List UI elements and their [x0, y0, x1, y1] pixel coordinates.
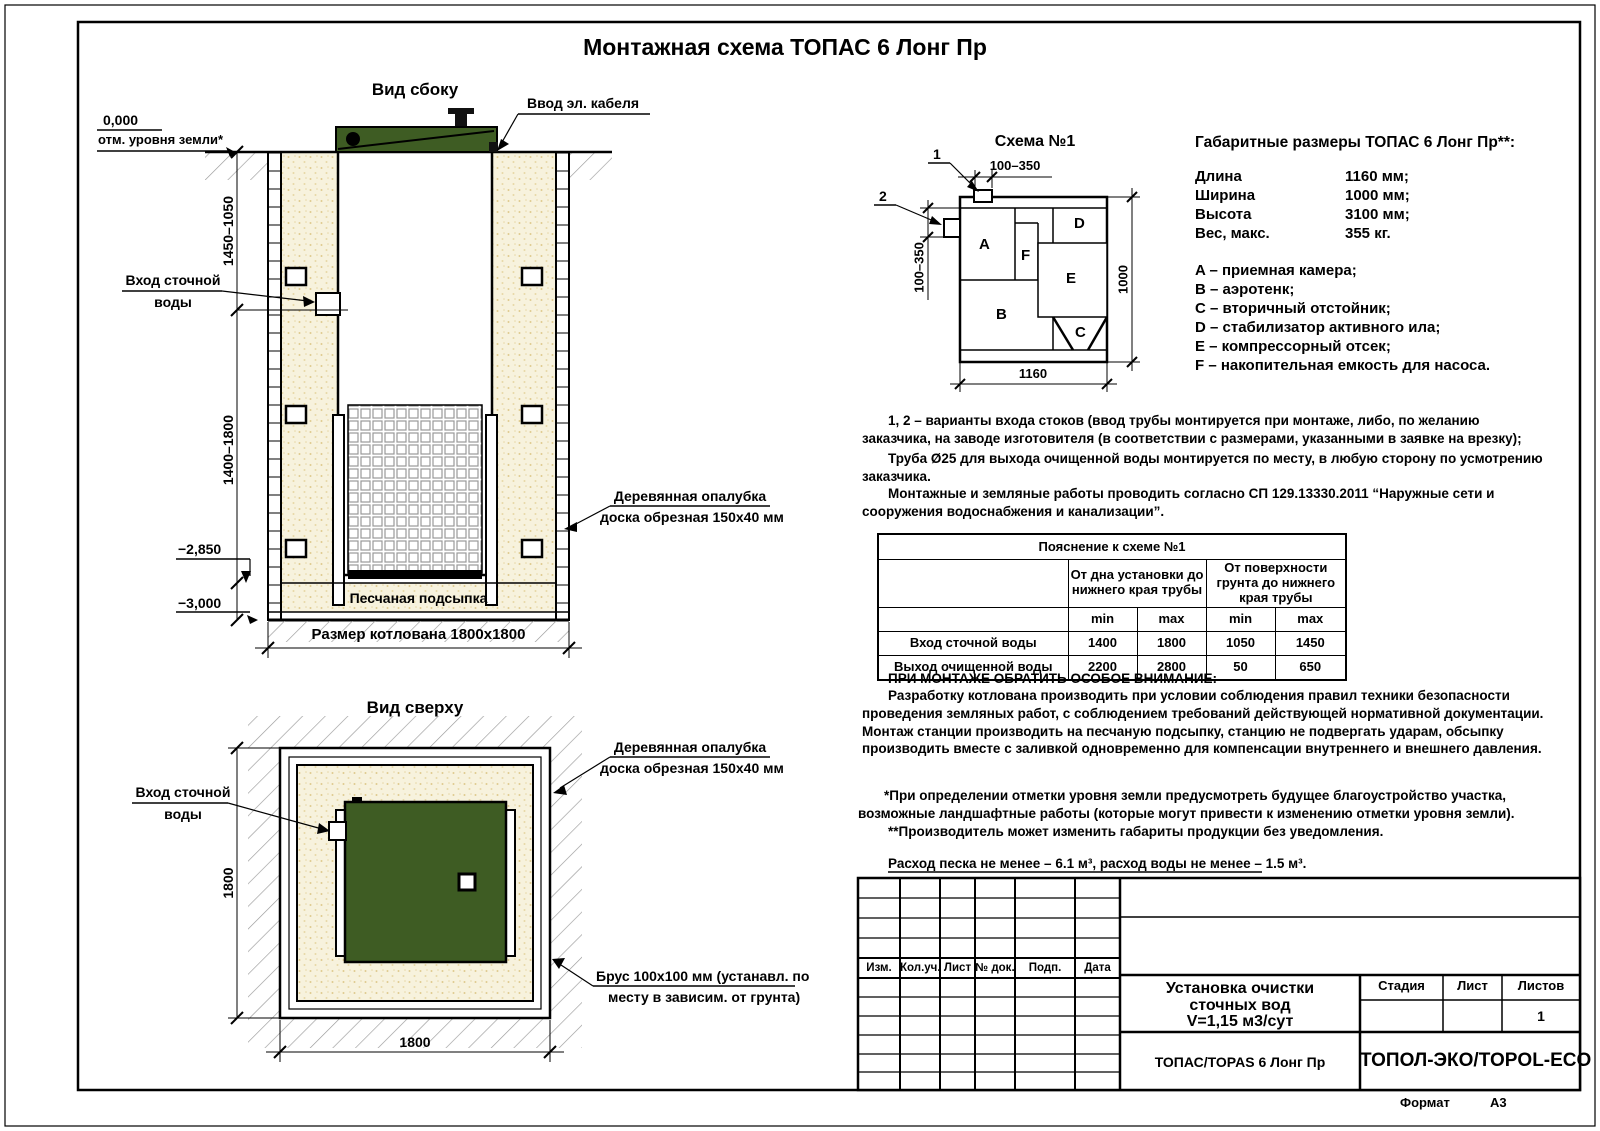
- note-works: Монтажные и земляные работы проводить согласно СП 129.13330.2011 “Наружные сети и сооружения водоснабжения и канализации”.: [862, 486, 1495, 519]
- pipe-row1-label: Вход сточной воды: [878, 631, 1068, 655]
- schema-dim-right: 1000: [1115, 265, 1131, 294]
- dim-depth-lower: 1400–1800: [219, 415, 236, 486]
- stamp-sheets-label: Листов: [1517, 978, 1565, 993]
- pit-size-label: Размер котлована 1800х1800: [311, 626, 526, 643]
- formwork-side-line2: доска обрезная 150х40 мм: [600, 509, 784, 525]
- pipe-table-blank: [878, 607, 1068, 631]
- level-zero-note: отм. уровня земли*: [98, 132, 224, 147]
- legend-item-a: A – приемная камера;: [1195, 262, 1357, 279]
- pipe-row2-c4: 650: [1275, 655, 1346, 680]
- stamp-col-doc: № док.: [975, 962, 1015, 974]
- pipe-table-max2: max: [1275, 607, 1346, 631]
- table-row: [878, 655, 1346, 680]
- pipe-row2-label: Выход очищенной воды: [878, 655, 1068, 680]
- stamp-sheets-value: 1: [1537, 1008, 1545, 1024]
- beam-label-line1: Брус 100х100 мм (устанавл. по: [596, 968, 810, 984]
- pipe-row1-c1: 1400: [1068, 631, 1137, 655]
- side-view-drawing: [205, 108, 612, 642]
- spec-label-length: Длина: [1195, 168, 1242, 185]
- beam-label-line2: месту в зависим. от грунта): [608, 989, 801, 1005]
- legend-item-f: F – накопительная емкость для насоса.: [1195, 357, 1491, 374]
- schema-dim-bottom: 1160: [1018, 366, 1048, 381]
- specs-heading: Габаритные размеры ТОПАС 6 Лонг Пр**:: [1195, 134, 1516, 151]
- note-variants-2: Труба Ø25 для выхода очищенной воды монтируется по месту, в любую сторону по усмотрению заказчика.: [862, 451, 1543, 484]
- spec-value-weight: 355 кг.: [1345, 225, 1391, 242]
- stamp-company: ТОПОЛ-ЭКО/TOPOL-ECO: [1360, 1050, 1592, 1071]
- pipe-table-corner: [878, 560, 1068, 608]
- stamp-model: ТОПАС/TOPAS 6 Лонг Пр: [1154, 1054, 1326, 1070]
- level-minus-2850: −2,850: [178, 541, 222, 557]
- attention-title: ПРИ МОНТАЖЕ ОБРАТИТЬ ОСОБОЕ ВНИМАНИЕ:: [888, 671, 1218, 686]
- cable-entry-label: Ввод эл. кабеля: [527, 95, 640, 111]
- legend-item-c: C – вторичный отстойник;: [1195, 300, 1391, 317]
- inlet-label-line2: воды: [154, 294, 192, 310]
- sand-bed-label: Песчаная подсыпка: [349, 590, 488, 606]
- stamp-doc-line1: Установка очистки: [1165, 980, 1315, 997]
- legend-item-b: B – аэротенк;: [1195, 281, 1295, 298]
- compartment-e: E: [1066, 270, 1077, 287]
- stamp-col-list: Лист: [943, 962, 972, 974]
- pipe-row2-c1: 2200: [1068, 655, 1137, 680]
- spec-value-height: 3100 мм;: [1345, 206, 1410, 223]
- pipe-table-title: Пояснение к схеме №1: [878, 534, 1346, 560]
- stamp-sheet-label: Лист: [1457, 978, 1488, 993]
- schema-dim-left: 100–350: [911, 242, 927, 293]
- compartment-a: A: [979, 236, 990, 253]
- stamp-doc-line3: V=1,15 м3/сут: [1186, 1013, 1294, 1030]
- consumption-note: Расход песка не менее – 6.1 м³, расход воды не менее – 1.5 м³.: [888, 856, 1307, 871]
- top-view-caption: Вид сверху: [366, 698, 464, 717]
- compartment-d: D: [1074, 215, 1085, 232]
- spec-label-width: Ширина: [1195, 187, 1256, 204]
- formwork-top-line1: Деревянная опалубка: [613, 739, 767, 755]
- table-row: [878, 631, 1346, 655]
- top-inlet-line2: воды: [164, 806, 202, 822]
- top-dim-height: 1800: [219, 867, 236, 899]
- dim-depth-upper: 1450–1050: [219, 196, 236, 267]
- stamp-format-value: А3: [1490, 1095, 1507, 1110]
- stamp-col-data: Дата: [1084, 962, 1111, 974]
- pipe-row1-c2: 1800: [1137, 631, 1206, 655]
- stamp-doc-line2: сточных вод: [1189, 997, 1291, 1014]
- compartment-c: C: [1075, 324, 1086, 341]
- legend-item-d: D – стабилизатор активного ила;: [1195, 319, 1441, 336]
- schema-dim-top: 100–350: [989, 158, 1041, 173]
- spec-label-height: Высота: [1195, 206, 1252, 223]
- pipe-row1-c4: 1450: [1275, 631, 1346, 655]
- schema-caption: Схема №1: [994, 133, 1076, 150]
- formwork-side-line1: Деревянная опалубка: [613, 488, 767, 504]
- stamp-col-podp: Подп.: [1028, 962, 1062, 974]
- level-minus-3000: −3,000: [178, 595, 222, 611]
- inlet-label-line1: Вход сточной: [125, 272, 221, 288]
- pipe-table-min2: min: [1206, 607, 1275, 631]
- pipe-row2-c2: 2800: [1137, 655, 1206, 680]
- formwork-top-line2: доска обрезная 150х40 мм: [600, 760, 784, 776]
- pipe-table-min1: min: [1068, 607, 1137, 631]
- compartment-b: B: [996, 306, 1007, 323]
- compartment-f: F: [1021, 247, 1031, 264]
- attention-body: Разработку котлована производить при условии соблюдения правил техники безопасности проведения земляных работ, с соблюдением требований действующей нормативной документации. Монтаж станции производить на песчаную подсыпку, станцию не подвергать ударам, обсыпку производить вместе с заливкой одновременно для компенсации внутреннего и внешнего давления.: [862, 688, 1544, 757]
- pipe-table-group1: От дна установки до нижнего края трубы: [1068, 560, 1206, 608]
- pipe-table-max1: max: [1137, 607, 1206, 631]
- footnote-2: **Производитель может изменить габариты продукции без уведомления.: [888, 824, 1384, 839]
- schema-marker-1: 1: [933, 146, 941, 162]
- pipe-table-group2: От поверхности грунта до нижнего края трубы: [1206, 560, 1346, 608]
- stamp-stage-label: Стадия: [1378, 978, 1425, 993]
- schema-marker-2: 2: [879, 188, 887, 204]
- side-view-caption: Вид сбоку: [371, 80, 459, 99]
- stamp-format-label: Формат: [1400, 1095, 1450, 1110]
- spec-value-length: 1160 мм;: [1345, 168, 1409, 185]
- top-inlet-line1: Вход сточной: [135, 784, 231, 800]
- note-variants-1: 1, 2 – варианты входа стоков (ввод трубы монтируется при монтаже, либо, по желанию заказчика, на заводе изготовителя (в соответствии с размерами, указанными в заявке на врезку);: [862, 413, 1522, 446]
- footnote-1: *При определении отметки уровня земли предусмотреть будущее благоустройство участка, возможные ландшафтные работы (которые могут привести к изменению отметки уровня земли).: [858, 788, 1515, 821]
- level-zero: 0,000: [103, 112, 139, 128]
- pipe-row2-c3: 50: [1206, 655, 1275, 680]
- schema-explanation-table: [877, 533, 1347, 681]
- top-view-drawing: [248, 716, 582, 1048]
- stamp-col-kol: Кол.уч.: [900, 962, 941, 974]
- spec-value-width: 1000 мм;: [1345, 187, 1410, 204]
- top-dim-width: 1800: [399, 1034, 431, 1050]
- stamp-col-izm: Изм.: [866, 962, 892, 974]
- spec-label-weight: Вес, макс.: [1195, 225, 1270, 242]
- pipe-row1-c3: 1050: [1206, 631, 1275, 655]
- page-title: Монтажная схема ТОПАС 6 Лонг Пр: [583, 34, 987, 60]
- legend-item-e: E – компрессорный отсек;: [1195, 338, 1391, 355]
